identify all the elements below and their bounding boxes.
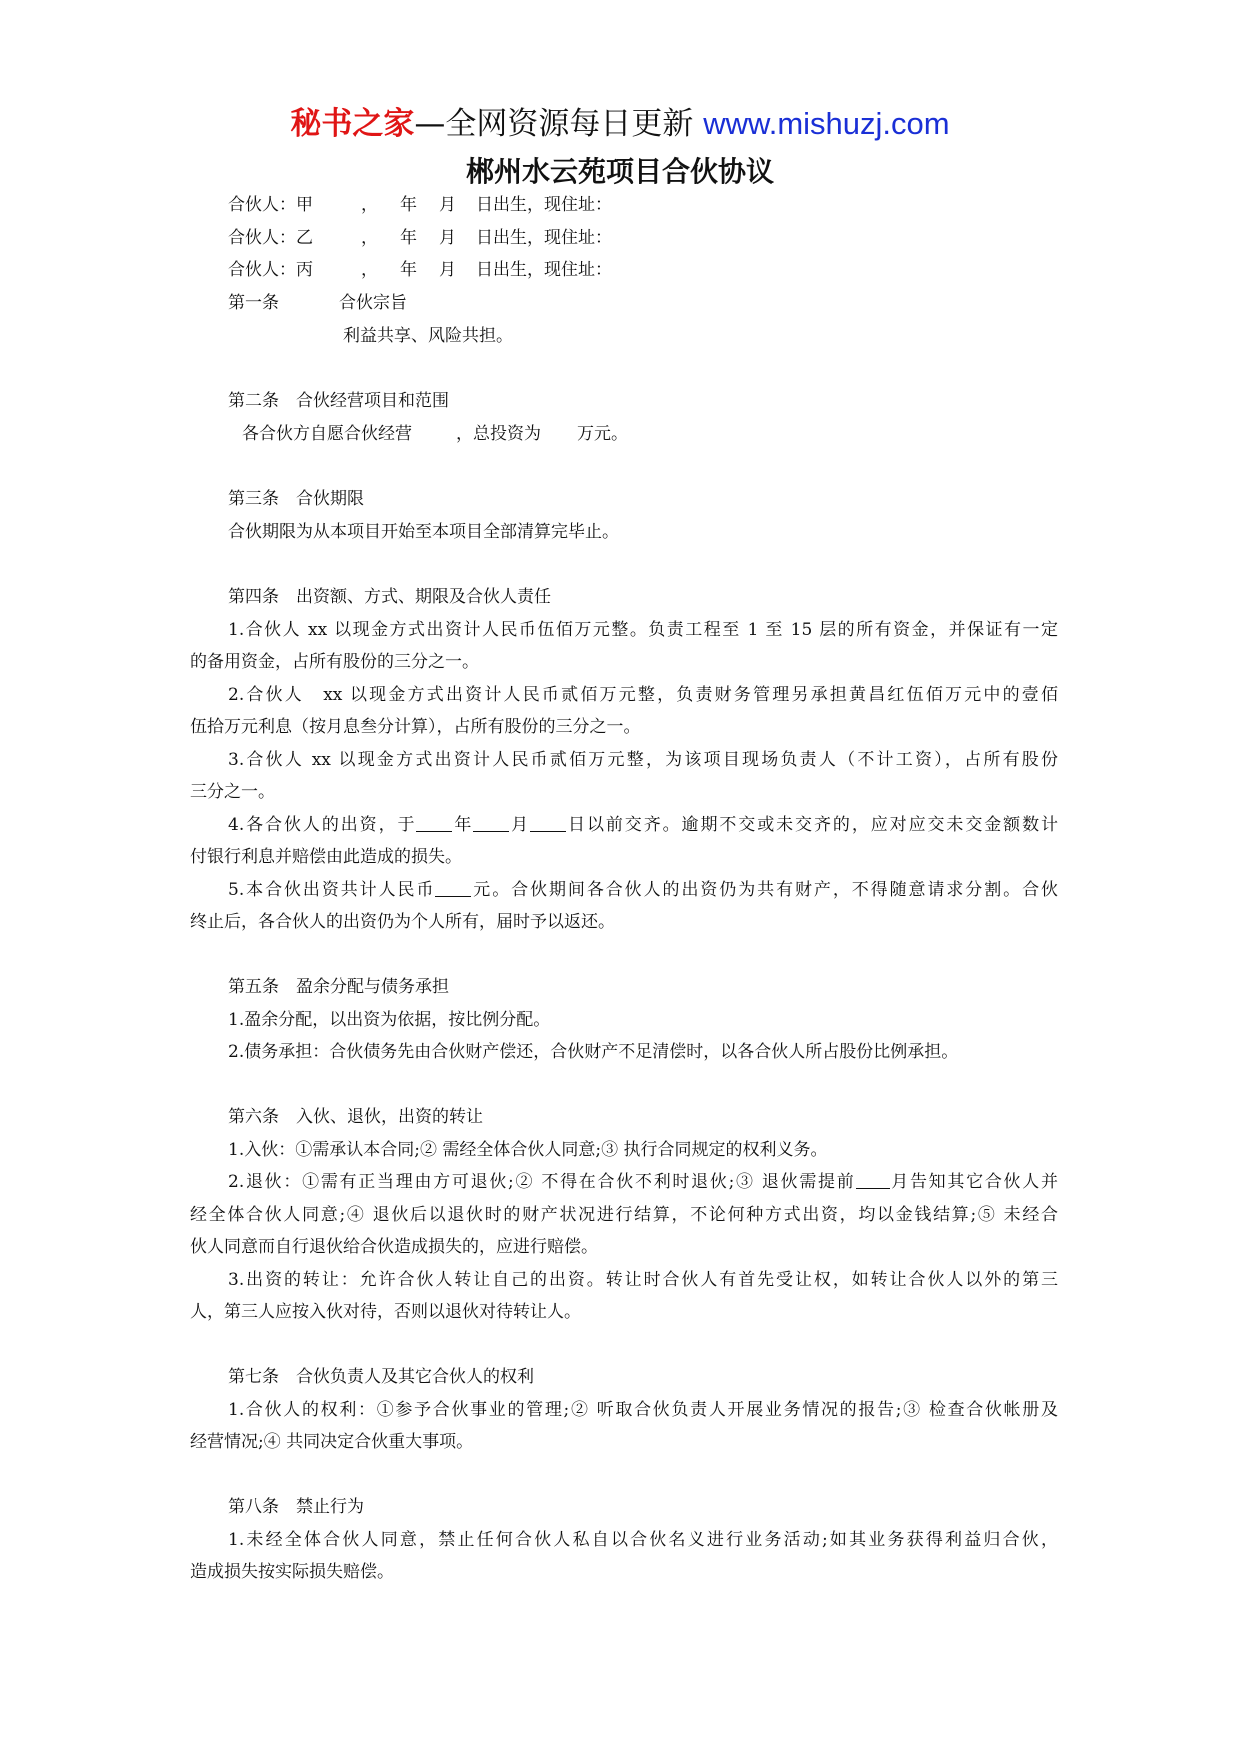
article-6-p1: 1.入伙：①需承认本合同;② 需经全体合伙人同意;③ 执行合同规定的权利义务。	[228, 1140, 828, 1160]
partner-label: 合伙人：	[228, 228, 296, 248]
article-2-heading: 第二条 合伙经营项目和范围	[228, 391, 449, 411]
article-4-heading: 第四条 出资额、方式、期限及合伙人责任	[228, 587, 551, 607]
article-4-p4-month: 月	[509, 815, 531, 835]
article-8-p1-line2: 造成损失按实际损失赔偿。	[190, 1562, 394, 1582]
article-5-p1: 1.盈余分配，以出资为依据，按比例分配。	[228, 1010, 551, 1030]
banner-brand: 秘书之家	[290, 106, 415, 142]
partner-year: 年	[400, 228, 417, 248]
partner-month: 月	[439, 260, 456, 280]
article-6-p2-a: 2.退伙：①需有正当理由方可退伙;② 不得在合伙不利时退伙;③ 退伙需提前	[228, 1172, 856, 1192]
article-4-p3-line1: 3.合伙人 xx 以现金方式出资计人民币贰佰万元整，为该项目现场负责人（不计工资），占所有股份	[228, 750, 1058, 770]
partner-dob-address: 日出生，现住址：	[476, 228, 612, 248]
article-4-p4-b: 日以前交齐。逾期不交或未交齐的，应对应交未交金额数计	[566, 815, 1059, 835]
article-4-p5-b: 元。合伙期间各合伙人的出资仍为共有财产，不得随意请求分割。合伙	[471, 880, 1058, 900]
article-6-p2-line2: 经全体合伙人同意;④ 退伙后以退伙时的财产状况进行结算，不论何种方式出资，均以金钱结算;⑤ 未经合	[190, 1205, 1058, 1225]
partner-line-a	[228, 193, 612, 217]
article-6-p2-line1	[190, 1170, 1058, 1194]
article-8-p1-line1: 1.未经全体合伙人同意，禁止任何合伙人私自以合伙名义进行业务活动;如其业务获得利益归合伙，	[228, 1530, 1058, 1550]
article-2-text-b: ，总投资为	[456, 424, 541, 444]
partner-comma: ，	[361, 228, 378, 248]
article-6-heading: 第六条 入伙、退伙，出资的转让	[228, 1107, 483, 1127]
fill-blank	[530, 813, 566, 832]
article-4-p2-line1	[190, 683, 1058, 707]
article-4-p4-a: 4.各合伙人的出资，于	[228, 815, 417, 835]
partner-year: 年	[400, 260, 417, 280]
partner-name: 乙	[296, 228, 313, 248]
article-4-p4-line2: 付银行利息并赔偿由此造成的损失。	[190, 847, 462, 867]
banner-slogan: —全网资源每日更新	[414, 106, 704, 142]
partner-month: 月	[439, 228, 456, 248]
article-6-p2-b: 月告知其它合伙人并	[889, 1172, 1059, 1192]
partner-comma: ，	[361, 260, 378, 280]
article-4-p1-line2: 的备用资金，占所有股份的三分之一。	[190, 652, 479, 672]
fill-blank	[416, 813, 452, 832]
article-2-text	[228, 422, 628, 446]
partner-line-c	[228, 258, 612, 282]
article-3-heading: 第三条 合伙期限	[228, 489, 364, 509]
article-4-p5-line1	[190, 878, 1058, 902]
partner-month: 月	[439, 195, 456, 215]
article-number: 第一条	[228, 293, 279, 313]
article-7-heading: 第七条 合伙负责人及其它合伙人的权利	[228, 1367, 534, 1387]
partner-year: 年	[400, 195, 417, 215]
partner-dob-address: 日出生，现住址：	[476, 195, 612, 215]
article-6-p2-line3: 伙人同意而自行退伙给合伙造成损失的，应进行赔偿。	[190, 1237, 598, 1257]
document-title: 郴州水云苑项目合伙协议	[465, 155, 774, 188]
article-4-p4-year: 年	[452, 815, 474, 835]
partner-comma: ，	[361, 195, 378, 215]
partner-name: 丙	[296, 260, 313, 280]
partner-line-b	[228, 226, 612, 250]
article-4-p1-line1: 1.合伙人 xx 以现金方式出资计人民币伍佰万元整。负责工程至 1 至 15 层的所有资金，并保证有一定	[228, 620, 1058, 640]
article-4-p2-line2: 伍拾万元利息（按月息叁分计算），占所有股份的三分之一。	[190, 717, 641, 737]
article-title: 合伙宗旨	[339, 293, 407, 313]
article-5-p2: 2.债务承担：合伙债务先由合伙财产偿还，合伙财产不足清偿时，以各合伙人所占股份比例承担。	[228, 1042, 959, 1062]
partner-label: 合伙人：	[228, 260, 296, 280]
article-4-p5-line2: 终止后，各合伙人的出资仍为个人所有，届时予以返还。	[190, 912, 615, 932]
article-4-p4-line1	[190, 813, 1058, 837]
article-7-p1-line1: 1.合伙人的权利：①参予合伙事业的管理;② 听取合伙负责人开展业务情况的报告;③ 检查合伙帐册及	[228, 1400, 1058, 1420]
partner-dob-address: 日出生，现住址：	[476, 260, 612, 280]
article-8-heading: 第八条 禁止行为	[228, 1497, 364, 1517]
fill-blank	[473, 813, 509, 832]
partner-label: 合伙人：	[228, 195, 296, 215]
article-2-text-c: 万元。	[577, 424, 628, 444]
article-1-text: 利益共享、风险共担。	[343, 326, 513, 346]
article-4-p3-line2: 三分之一。	[190, 782, 275, 802]
article-1-heading	[228, 291, 407, 315]
article-3-text: 合伙期限为从本项目开始至本项目全部清算完毕止。	[228, 522, 619, 542]
site-banner	[0, 102, 1240, 146]
article-4-p5-a: 5.本合伙出资共计人民币	[228, 880, 436, 900]
article-4-p2-a: 2.合伙人	[228, 685, 304, 705]
partner-name: 甲	[296, 195, 313, 215]
article-6-p3-line2: 人，第三人应按入伙对待，否则以退伙对待转让人。	[190, 1302, 581, 1322]
fill-blank	[856, 1170, 890, 1189]
banner-url-link[interactable]: www.mishuzj.com	[703, 106, 950, 141]
article-2-text-a: 各合伙方自愿合伙经营	[242, 424, 412, 444]
article-5-heading: 第五条 盈余分配与债务承担	[228, 977, 449, 997]
article-6-p3-line1: 3.出资的转让：允许合伙人转让自己的出资。转让时合伙人有首先受让权，如转让合伙人以外的第三	[228, 1270, 1058, 1290]
article-7-p1-line2: 经营情况;④ 共同决定合伙重大事项。	[190, 1432, 474, 1452]
article-4-p2-b: xx 以现金方式出资计人民币贰佰万元整，负责财务管理另承担黄昌红伍佰万元中的壹佰	[323, 685, 1058, 705]
fill-blank	[435, 878, 471, 897]
